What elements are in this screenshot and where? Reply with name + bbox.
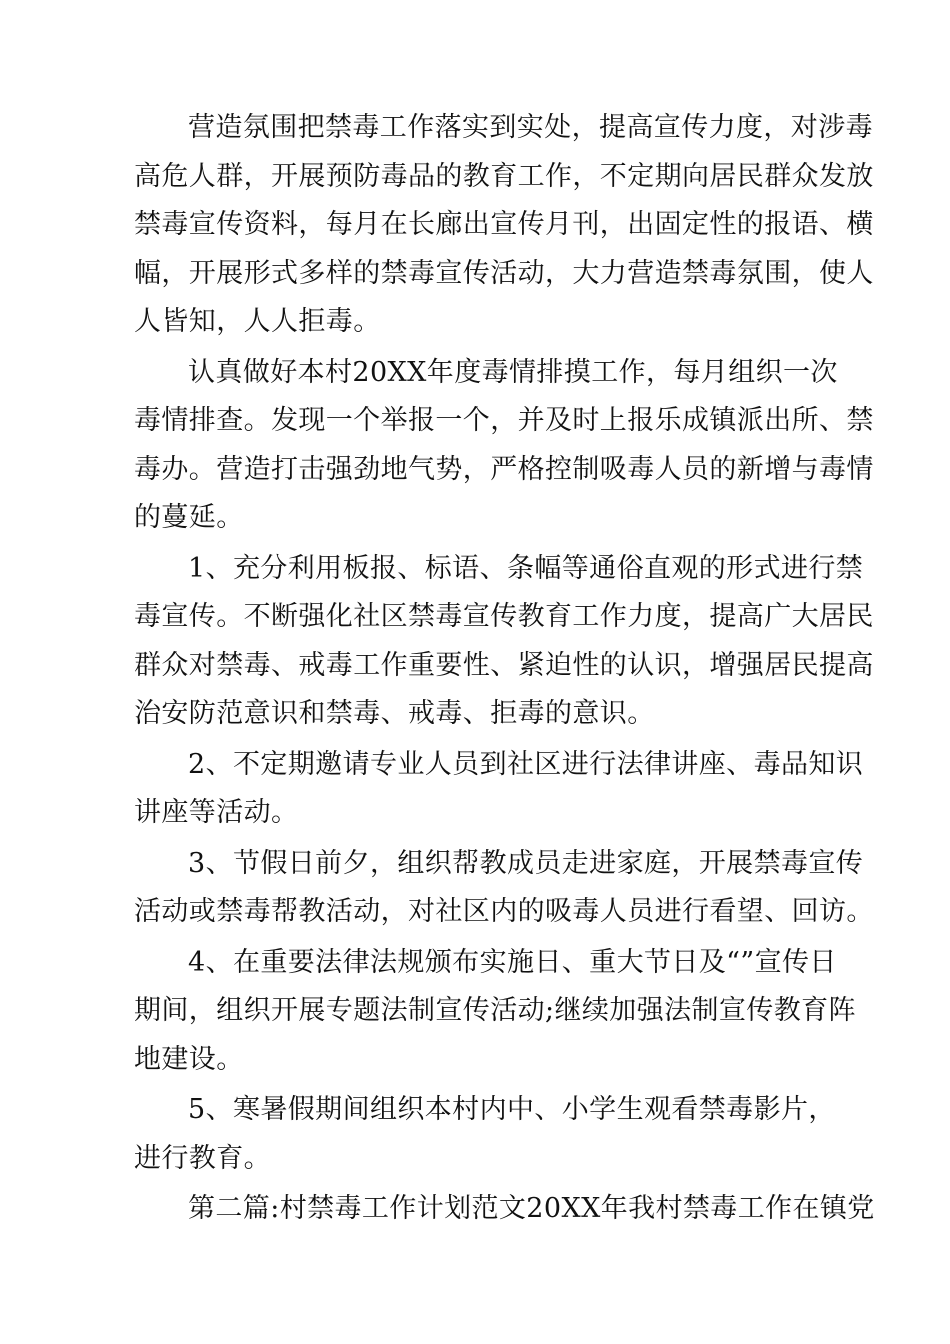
paragraph-atmosphere: [134, 104, 874, 347]
paragraph-item-3: [134, 840, 874, 937]
text-line: 幅，开展形式多样的禁毒宣传活动，大力营造禁毒氛围，使人: [134, 257, 874, 289]
paragraph-item-5: [134, 1086, 836, 1183]
text-line: 毒情排查。发现一个举报一个，并及时上报乐成镇派出所、禁: [134, 405, 874, 436]
paragraph-second-article: [134, 1185, 875, 1234]
paragraph-item-2: [134, 741, 864, 838]
text-line: 讲座等活动。: [134, 797, 299, 828]
text-line: 认真做好本村20XX年度毒情排摸工作，每月组织一次: [188, 356, 838, 388]
text-line: 期间，组织开展专题法制宣传活动;继续加强法制宣传教育阵: [134, 995, 856, 1026]
paragraph-item-4: [134, 939, 856, 1085]
text-line: 毒办。营造打击强劲地气势，严格控制吸毒人员的新增与毒情: [134, 453, 874, 485]
document-body: [134, 104, 875, 1236]
text-line: 高危人群，开展预防毒品的教育工作，不定期向居民群众发放: [134, 160, 874, 192]
text-line: 活动或禁毒帮教活动，对社区内的吸毒人员进行看望、回访。: [134, 896, 874, 927]
text-line: 人皆知，人人拒毒。: [134, 306, 381, 337]
text-line: 禁毒宣传资料，每月在长廊出宣传月刊，出固定性的报语、横: [134, 209, 874, 240]
text-line: 营造氛围把禁毒工作落实到实处，提高宣传力度，对涉毒: [188, 112, 873, 143]
text-line: 5、寒暑假期间组织本村内中、小学生观看禁毒影片，: [188, 1094, 836, 1125]
text-line: 毒宣传。不断强化社区禁毒宣传教育工作力度，提高广大居民: [134, 601, 874, 632]
text-line: 4、在重要法律法规颁布实施日、重大节日及“”宣传日: [188, 946, 837, 978]
text-line: 治安防范意识和禁毒、戒毒、拒毒的意识。: [134, 698, 655, 729]
text-line: 3、节假日前夕，组织帮教成员走进家庭，开展禁毒宣传: [188, 847, 864, 879]
text-line: 地建设。: [134, 1043, 244, 1075]
text-line: 的蔓延。: [134, 502, 244, 533]
paragraph-item-1: [134, 545, 874, 739]
text-line: 第二篇:村禁毒工作计划范文20XX年我村禁毒工作在镇党: [188, 1193, 875, 1224]
text-line: 2、不定期邀请专业人员到社区进行法律讲座、毒品知识: [188, 748, 864, 780]
text-line: 进行教育。: [134, 1142, 271, 1174]
paragraph-investigation: [134, 349, 874, 543]
text-line: 1、充分利用板报、标语、条幅等通俗直观的形式进行禁: [188, 552, 864, 584]
text-line: 群众对禁毒、戒毒工作重要性、紧迫性的认识，增强居民提高: [134, 649, 874, 681]
